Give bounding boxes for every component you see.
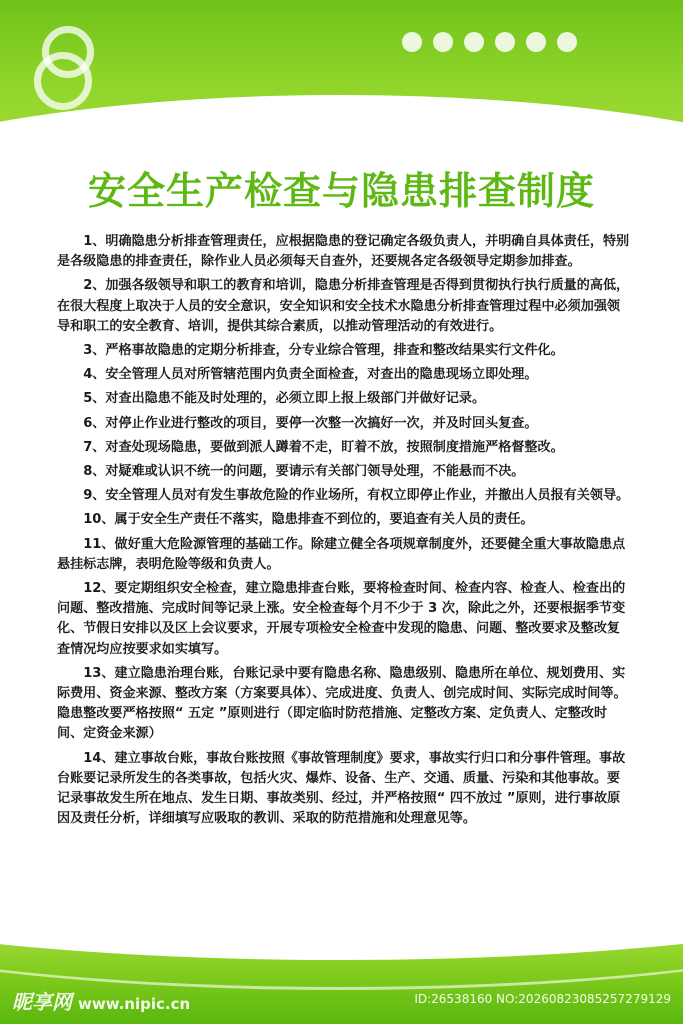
rule-paragraph: 8、对疑难或认识不统一的问题，要请示有关部门领导处理，不能悬而不决。 (83, 464, 525, 480)
rule-paragraph: 1、明确隐患分析排查管理责任，应根据隐患的登记确定各级负责人，并明确自具体责任，特别是各级隐患的排查责任，除作业人员必须每天自查外，还要规各定各级领导定期参加排查。 (57, 234, 630, 270)
dots-decoration (402, 32, 577, 52)
watermark-brand-name: 昵享网 (12, 990, 72, 1014)
rule-paragraph: 5、对查出隐患不能及时处理的，必须立即上报上级部门并做好记录。 (83, 391, 486, 407)
watermark-url: www.nipic.cn (78, 995, 191, 1013)
dot-icon (526, 32, 546, 52)
ring-decoration-icon (34, 52, 92, 110)
dot-icon (433, 32, 453, 52)
rule-paragraph: 6、对停止作业进行整改的项目，要停一次整一次搞好一次，并及时回头复查。 (83, 415, 538, 431)
watermark-brand (12, 986, 190, 1015)
rules-list (57, 232, 632, 833)
rule-paragraph: 11、做好重大危险源管理的基础工作。除建立健全各项规章制度外，还要健全重大事故隐患点悬挂标志牌，表明危险等级和负责人。 (57, 536, 626, 572)
page-title: 安全生产检查与隐患排查制度 (87, 169, 595, 213)
rule-paragraph: 7、对查处现场隐患，要做到派人蹲着不走，盯着不放，按照制度措施严格督整改。 (83, 439, 564, 455)
rule-paragraph: 9、安全管理人员对有发生事故危险的作业场所，有权立即停止作业，并撤出人员报有关领导。 (83, 488, 630, 504)
rule-paragraph: 10、属于安全生产责任不落实，隐患排查不到位的，要追查有关人员的责任。 (83, 512, 534, 528)
rule-paragraph: 3、严格事故隐患的定期分析排查，分专业综合管理，排查和整改结果实行文件化。 (83, 343, 564, 359)
rule-paragraph: 4、安全管理人员对所管辖范围内负责全面检查，对查出的隐患现场立即处理。 (83, 367, 538, 383)
rule-paragraph: 13、建立隐患治理台账，台账记录中要有隐患名称、隐患级别、隐患所在单位、规划费用、实际费用、资金来源、整改方案（方案要具体）、完成进度、负责人、创完成时间、实际完成时间等。隐患整改要严格按照“ 五定 ”原则进行（即定临时防范措施、定整改方案、定负责人、定整改时间、定资金来源） (57, 665, 627, 742)
rule-paragraph: 12、要定期组织安全检查，建立隐患排查台账，要将检查时间、检查内容、检查人、检查出的问题、整改措施、完成时间等记录上涨。安全检查每个月不少于 3 次，除此之外，还要根据季节变化、节假日安排以及区上会议要求，开展专项检安全检查中发现的隐患、问题、整改要求及整改复查情况均应按要求如实填写。 (57, 581, 626, 657)
rule-paragraph: 2、加强各级领导和职工的教育和培训，隐患分析排查管理是否得到贯彻执行执行质量的高低，在很大程度上取决于人员的安全意识，安全知识和安全技术水隐患分析排查管理过程中必须加强领导和职工的安全教育、培训，提供其综合素质，以推动管理活动的有效进行。 (57, 278, 630, 334)
dot-icon (402, 32, 422, 52)
dot-icon (464, 32, 484, 52)
dot-icon (557, 32, 577, 52)
dot-icon (495, 32, 515, 52)
rule-paragraph: 14、建立事故台账，事故台账按照《事故管理制度》要求，事故实行归口和分事件管理。事故台账要记录所发生的各类事故，包括火灾、爆炸、设备、生产、交通、质量、污染和其他事故。要记录事故发生所在地点、发生日期、事故类别、经过，并严格按照“ 四不放过 ”原则，进行事故原因及责任分析，详细填写应吸取的教训、采取的防范措施和处理意见等。 (57, 750, 626, 827)
watermark-id: ID:26538160 NO:20260823085257279129 (414, 992, 671, 1006)
